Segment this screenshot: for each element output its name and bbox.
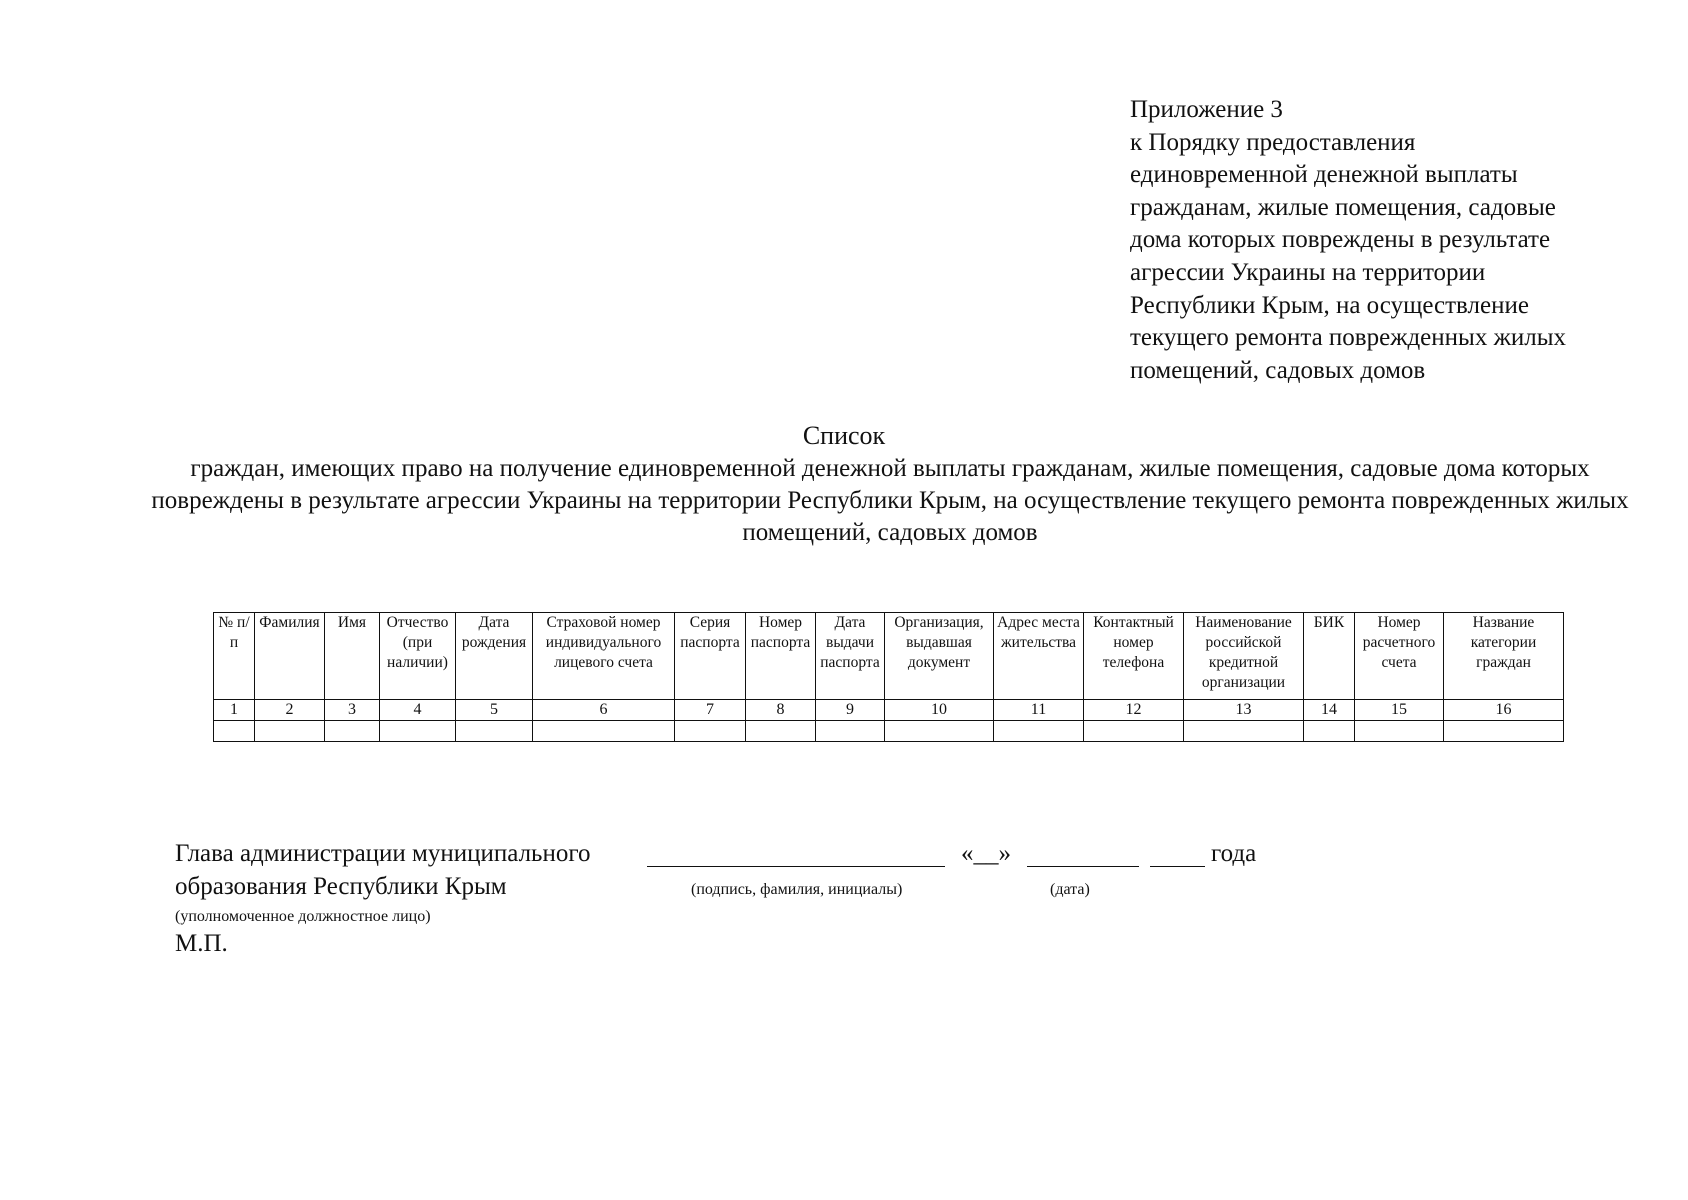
column-header: № п/п <box>214 613 255 700</box>
table-cell <box>1355 721 1444 742</box>
column-number: 11 <box>994 700 1084 721</box>
table-cell <box>1304 721 1355 742</box>
year-word: года <box>1211 840 1257 867</box>
column-number: 5 <box>456 700 533 721</box>
column-header: Дата выдачи паспорта <box>816 613 885 700</box>
column-number: 8 <box>746 700 816 721</box>
column-header: Страховой номер индивидуального лицевого счета <box>533 613 675 700</box>
table-cell <box>214 721 255 742</box>
column-header: Дата рождения <box>456 613 533 700</box>
column-number: 1 <box>214 700 255 721</box>
citizens-table <box>213 612 1564 742</box>
column-header: Номер расчетного счета <box>1355 613 1444 700</box>
table-cell <box>456 721 533 742</box>
appendix-line: текущего ремонта поврежденных жилых <box>1130 324 1567 352</box>
table-cell <box>533 721 675 742</box>
appendix-line: агрессии Украины на территории <box>1130 258 1486 286</box>
date-month-line <box>1027 866 1139 867</box>
date-year-line <box>1150 866 1205 867</box>
column-number: 13 <box>1184 700 1304 721</box>
signature-line <box>647 866 945 867</box>
appendix-line: помещений, садовых домов <box>1130 356 1426 384</box>
column-header: Название категории граждан <box>1444 613 1564 700</box>
table-cell <box>255 721 325 742</box>
column-number: 10 <box>885 700 994 721</box>
column-number: 6 <box>533 700 675 721</box>
table-cell <box>380 721 456 742</box>
column-header: Наименование российской кредитной организации <box>1184 613 1304 700</box>
column-header: Серия паспорта <box>675 613 746 700</box>
table-empty-row <box>214 721 1564 742</box>
column-number: 15 <box>1355 700 1444 721</box>
appendix-line: дома которых повреждены в результате <box>1130 226 1551 254</box>
appendix-line: Республики Крым, на осуществление <box>1130 291 1529 319</box>
document-subtitle: граждан, имеющих право на получение единовременной денежной выплаты гражданам, жилые помещения, садовые дома которых повреждены в результате агрессии Украины на территории Республики Крым, на осуществление текущего ремонта поврежденных жилых помещений, садовых домов <box>151 455 1629 546</box>
date-day-quote: «__» <box>961 840 1011 867</box>
table-cell <box>1084 721 1184 742</box>
table-cell <box>1444 721 1564 742</box>
appendix-block <box>1130 94 1660 387</box>
table-cell <box>816 721 885 742</box>
document-title: Список <box>802 421 886 450</box>
column-number: 12 <box>1084 700 1184 721</box>
signature-caption: (подпись, фамилия, инициалы) <box>691 881 903 898</box>
signatory-title-line2: образования Республики Крым <box>175 873 507 900</box>
column-header: Организация, выдавшая документ <box>885 613 994 700</box>
column-number: 9 <box>816 700 885 721</box>
date-caption: (дата) <box>1050 881 1090 898</box>
column-header: БИК <box>1304 613 1355 700</box>
appendix-line: к Порядку предоставления <box>1130 128 1416 156</box>
stamp-place: М.П. <box>175 930 228 957</box>
column-header: Контактный номер телефона <box>1084 613 1184 700</box>
table-header-row <box>214 613 1564 700</box>
column-number: 3 <box>325 700 380 721</box>
column-header: Фамилия <box>255 613 325 700</box>
table-cell <box>325 721 380 742</box>
column-number: 7 <box>675 700 746 721</box>
column-header: Имя <box>325 613 380 700</box>
table-cell <box>885 721 994 742</box>
table-cell <box>746 721 816 742</box>
signatory-note: (уполномоченное должностное лицо) <box>175 908 431 925</box>
column-header: Отчество (при наличии) <box>380 613 456 700</box>
column-number-row <box>214 700 1564 721</box>
signatory-title-line1: Глава администрации муниципального <box>175 840 591 867</box>
column-number: 2 <box>255 700 325 721</box>
column-header: Адрес места жительства <box>994 613 1084 700</box>
column-number: 14 <box>1304 700 1355 721</box>
table-cell <box>994 721 1084 742</box>
appendix-line: гражданам, жилые помещения, садовые <box>1130 193 1556 221</box>
column-header: Номер паспорта <box>746 613 816 700</box>
column-number: 16 <box>1444 700 1564 721</box>
table-cell <box>675 721 746 742</box>
appendix-line: Приложение 3 <box>1130 96 1283 123</box>
column-number: 4 <box>380 700 456 721</box>
appendix-line: единовременной денежной выплаты <box>1130 161 1518 189</box>
table-cell <box>1184 721 1304 742</box>
